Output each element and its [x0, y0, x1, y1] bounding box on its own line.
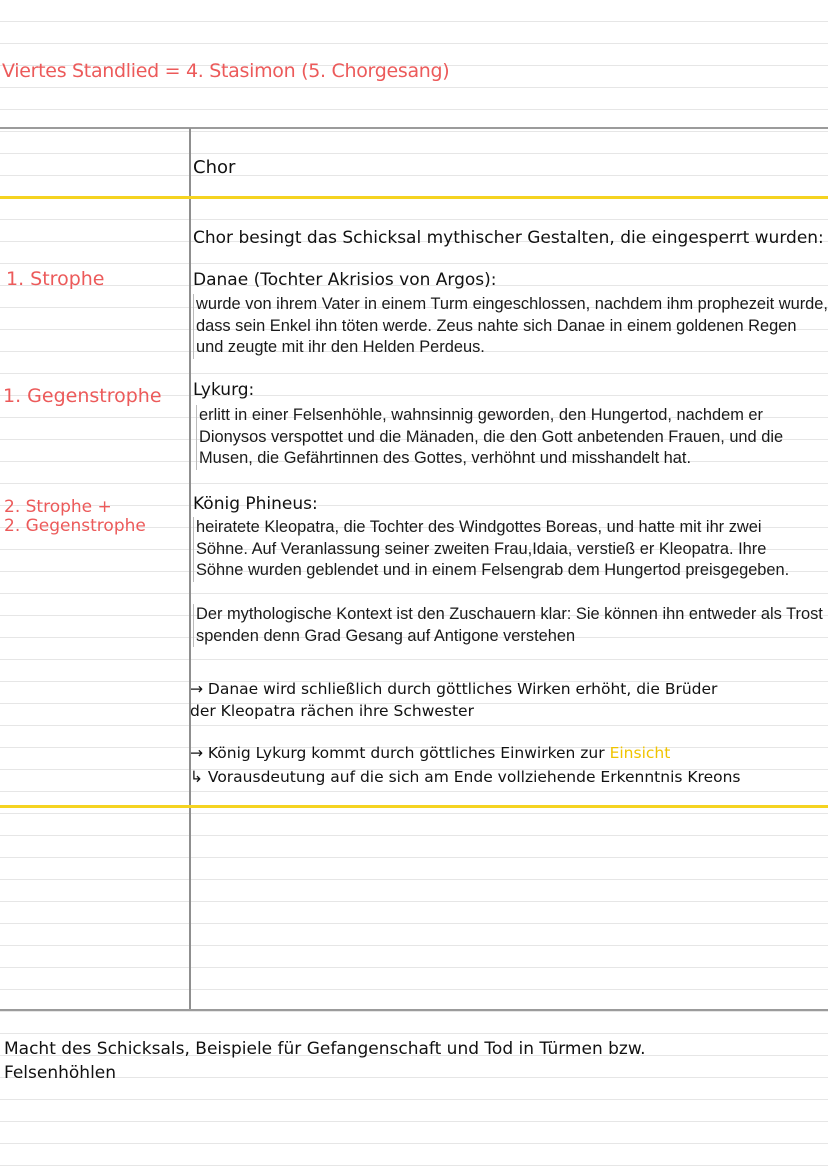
note-danae-line1: → Danae wird schließlich durch göttliches Wirken erhöht, die Brüder [190, 680, 718, 698]
note-lykurg [190, 741, 670, 765]
note-kreon: ↳ Vorausdeutung auf die sich am Ende vollziehende Erkenntnis Kreons [190, 768, 741, 786]
table-top-border [0, 127, 828, 129]
heading-danae: Danae (Tochter Akrisios von Argos): [193, 270, 497, 290]
summary [4, 1037, 804, 1085]
table-bottom-border [0, 1009, 828, 1011]
note-lykurg-highlight: Einsicht [609, 744, 671, 762]
section-divider [0, 805, 828, 808]
header-divider [0, 196, 828, 199]
label-1-strophe: 1. Strophe [6, 268, 105, 290]
text-danae: wurde von ihrem Vater in einem Turm eingeschlossen, nachdem ihm prophezeit wurde, dass sein Enkel ihn töten werde. Zeus nahte sich Danae in einem goldenen Regen und zeugte mit ihr den Helden Perdeus. [193, 294, 828, 359]
label-2-gegenstrophe: 2. Gegenstrophe [4, 516, 146, 536]
note-lykurg-text: → König Lykurg kommt durch göttliches Einwirken zur [190, 744, 605, 762]
summary-line2: Felsenhöhlen [4, 1063, 117, 1083]
page-title: Viertes Standlied = 4. Stasimon (5. Chorgesang) [2, 60, 450, 82]
label-2-strophe: 2. Strophe + [4, 497, 112, 517]
chor-intro: Chor besingt das Schicksal mythischer Gestalten, die eingesperrt wurden: [193, 228, 824, 248]
heading-phineus: König Phineus: [193, 494, 318, 514]
note-danae-line2: der Kleopatra rächen ihre Schwester [190, 702, 474, 720]
label-1-gegenstrophe: 1. Gegenstrophe [3, 385, 162, 407]
text-phineus: heiratete Kleopatra, die Tochter des Windgottes Boreas, und hatte mit ihr zwei Söhne. Auf Veranlassung seiner zweiten Frau,Idaia, verstieß er Kleopatra. Ihre Söhne wurden geblendet und in einem Felsengrab dem Hungertod preisgegeben. [193, 517, 816, 582]
column-header-chor: Chor [193, 157, 236, 178]
summary-line1: Macht des Schicksals, Beispiele für Gefangenschaft und Tod in Türmen bzw. [4, 1039, 646, 1059]
heading-lykurg: Lykurg: [193, 380, 255, 400]
table-column-divider [189, 128, 191, 1010]
text-lykurg: erlitt in einer Felsenhöhle, wahnsinnig geworden, den Hungertod, nachdem er Dionysos verspottet und die Mänaden, die den Gott anbetenden Frauen, und die Musen, die Gefährtinnen des Gottes, verhöhnt und misshandelt hat. [196, 405, 819, 470]
text-context: Der mythologische Kontext ist den Zuschauern klar: Sie können ihn entweder als Trost spenden denn Grad Gesang auf Antigone verstehen [193, 604, 828, 647]
